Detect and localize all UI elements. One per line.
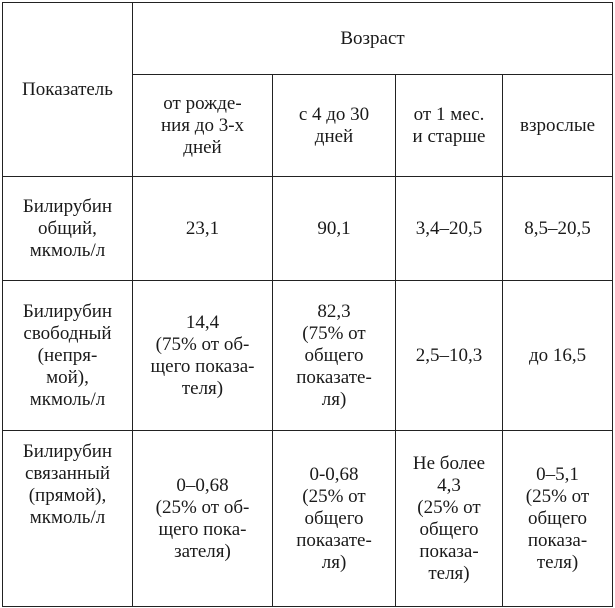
- row-name: Билирубин связанный (прямой), мкмоль/л: [3, 431, 133, 607]
- header-col-adults: взрослые: [503, 75, 613, 177]
- table-cell: Не более 4,3 (25% от общего показа- теля): [396, 431, 503, 607]
- header-col-1-month: от 1 мес. и старше: [396, 75, 503, 177]
- table-cell: 2,5–10,3: [396, 281, 503, 431]
- row-name: Билирубин общий, мкмоль/л: [3, 177, 133, 281]
- table-cell: 82,3 (75% от общего показате- ля): [273, 281, 396, 431]
- table-row: [3, 281, 613, 431]
- table-cell: 14,4 (75% от об- щего показа- теля): [133, 281, 273, 431]
- header-col-newborn: от рожде- ния до 3-х дней: [133, 75, 273, 177]
- table-cell: 0–0,68 (25% от об- щего пока- зателя): [133, 431, 273, 607]
- bilirubin-table: [2, 2, 613, 607]
- row-name: Билирубин свободный (непря- мой), мкмоль/л: [3, 281, 133, 431]
- header-param: Показатель: [3, 3, 133, 177]
- table-cell: 0-0,68 (25% от общего показате- ля): [273, 431, 396, 607]
- table-row: [3, 431, 613, 607]
- table-cell: 0–5,1 (25% от общего показа- теля): [503, 431, 613, 607]
- table-cell: 3,4–20,5: [396, 177, 503, 281]
- header-col-4-30-days: с 4 до 30 дней: [273, 75, 396, 177]
- header-age: Возраст: [133, 3, 613, 75]
- table-cell: 90,1: [273, 177, 396, 281]
- table-cell: 23,1: [133, 177, 273, 281]
- header-row-top: [3, 3, 613, 75]
- table-cell: 8,5–20,5: [503, 177, 613, 281]
- table-row: [3, 177, 613, 281]
- table-cell: до 16,5: [503, 281, 613, 431]
